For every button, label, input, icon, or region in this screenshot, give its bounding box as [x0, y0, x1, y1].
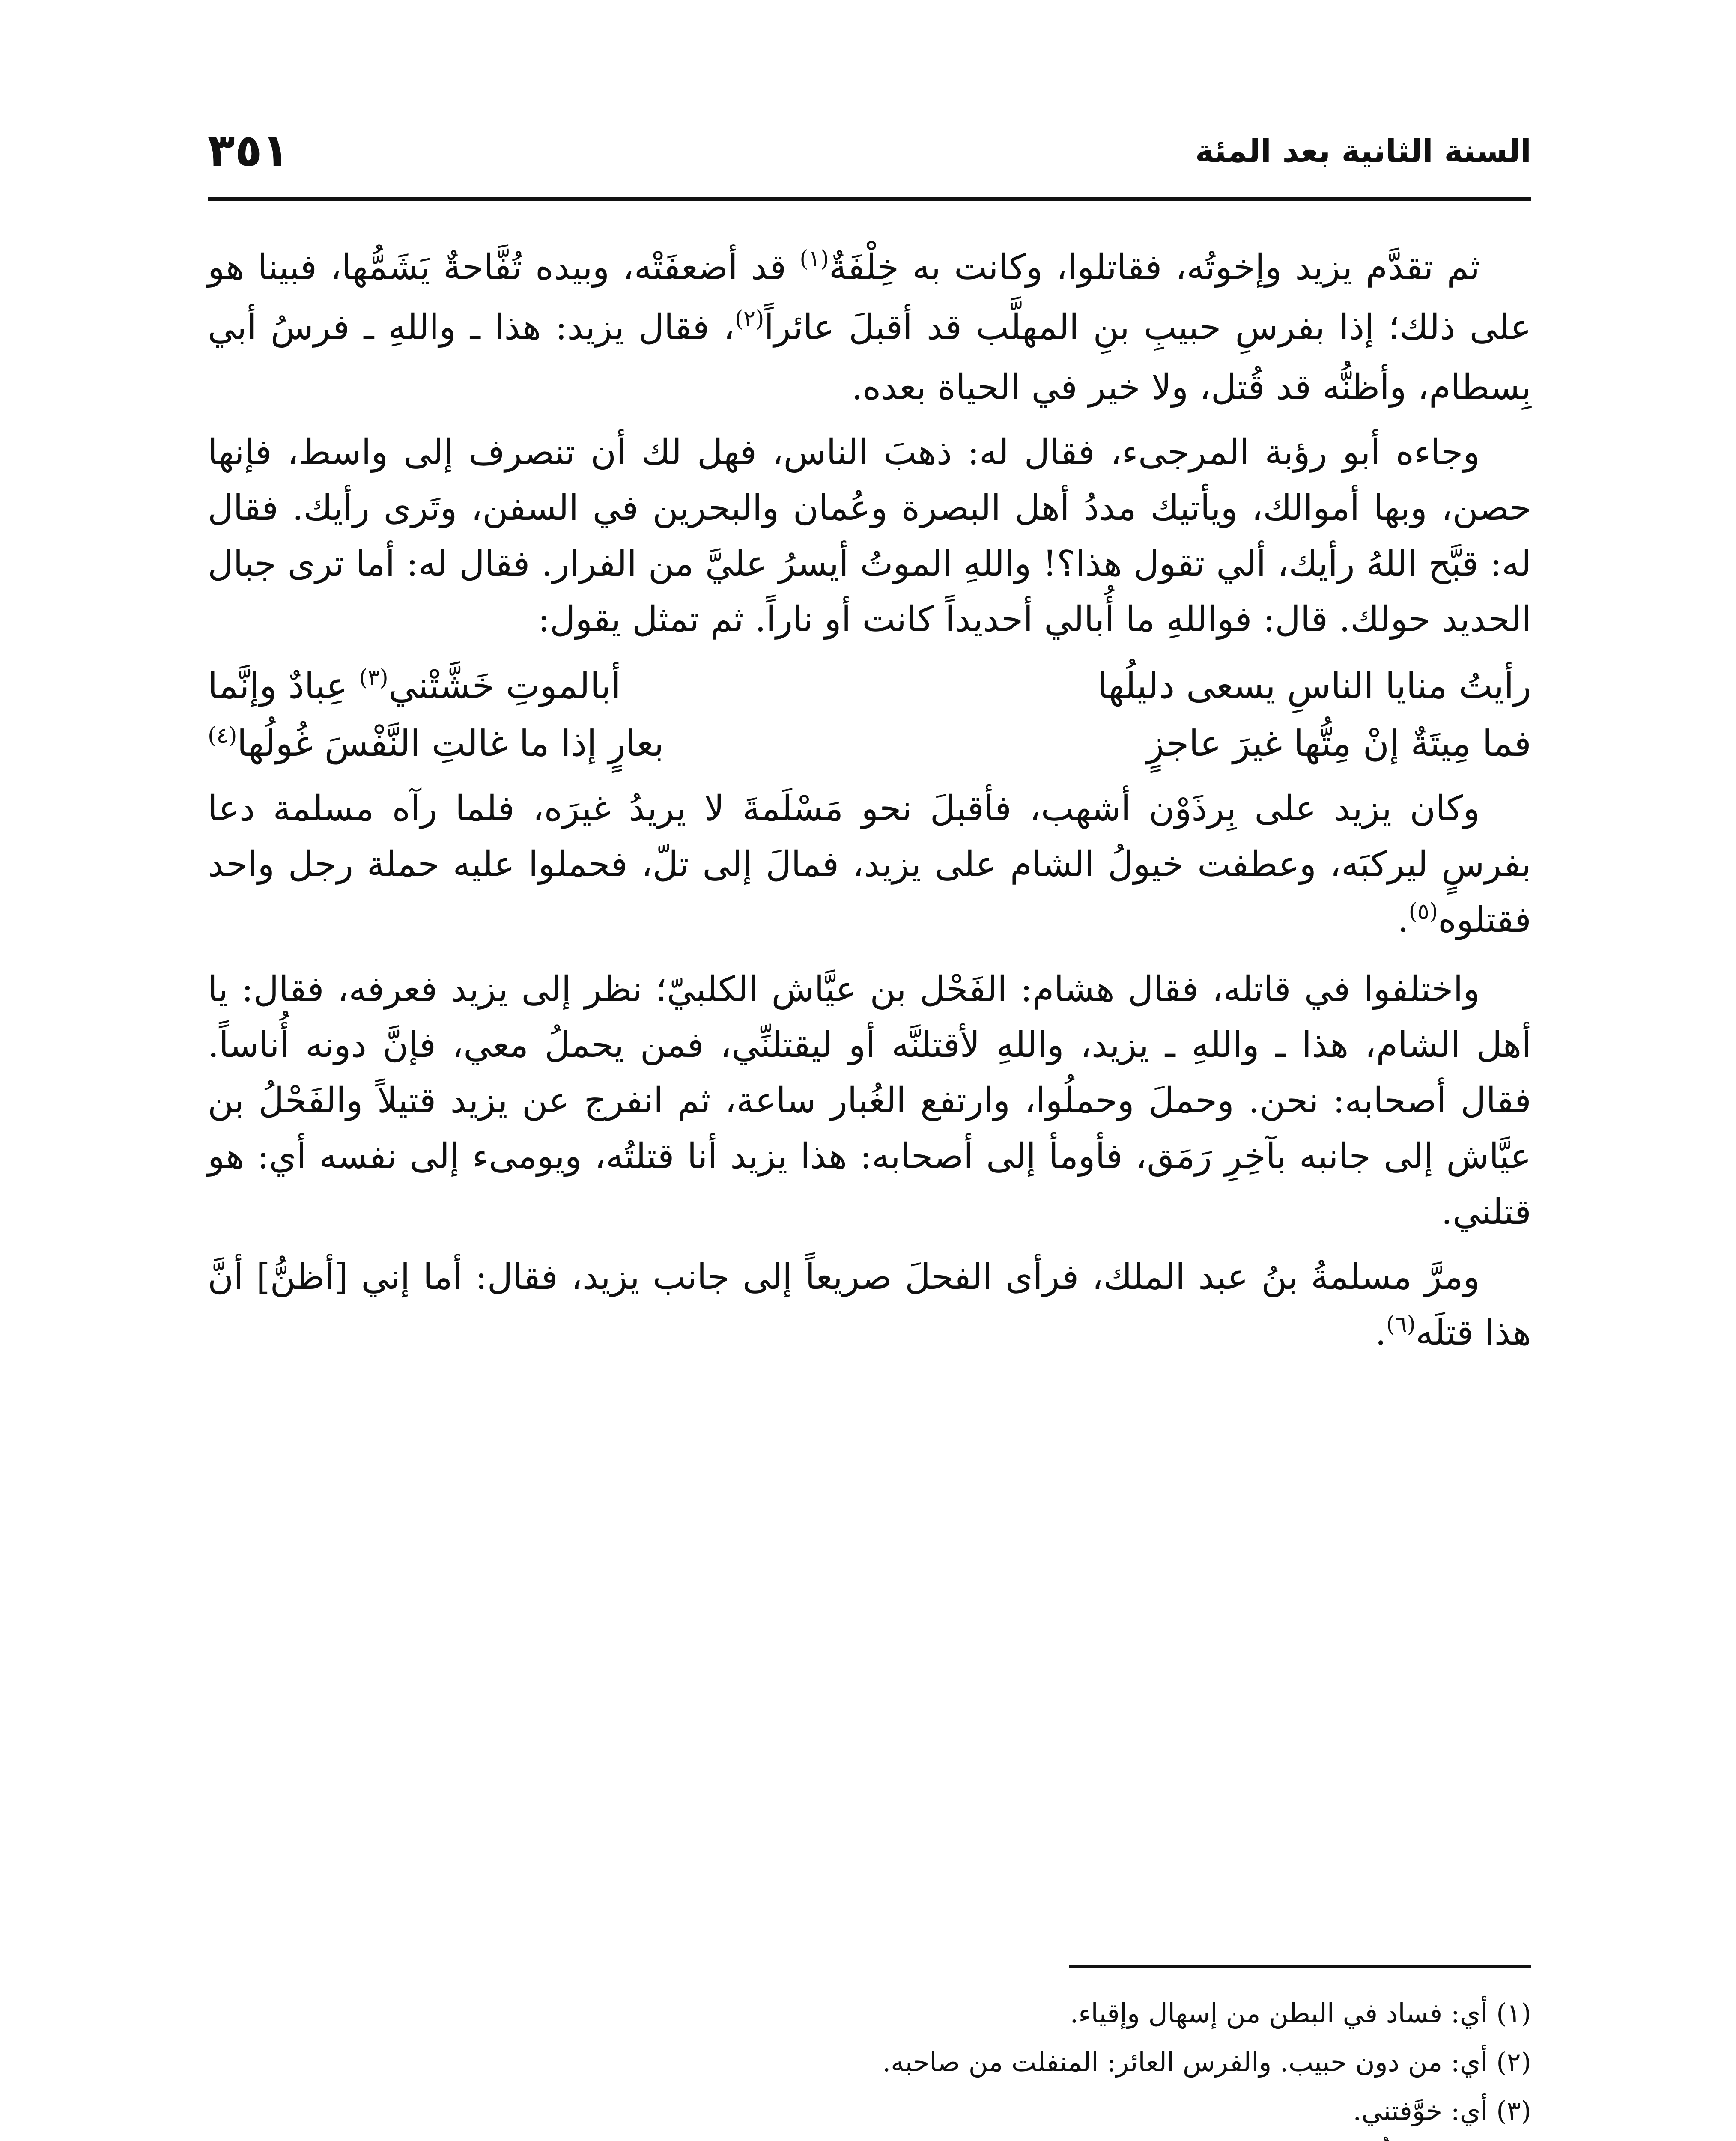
verse-line-1	[208, 657, 1531, 715]
footnote-4	[208, 2135, 1531, 2141]
verse-text: بعارٍ إذا ما غالتِ النَّفْسَ غُولُها	[237, 722, 664, 764]
verse-second-hemistich	[208, 715, 664, 778]
verse-second-hemistich	[208, 657, 621, 720]
footnote-ref-1: (١)	[799, 246, 829, 272]
verse-first-hemistich: فما مِيتَةٌ إنْ مِتُّها غيرَ عاجزٍ	[1147, 722, 1531, 764]
paragraph-text: .	[1397, 900, 1409, 940]
paragraph-text: قد أضعفَتْه، وبيده تُفَّاحةٌ يَشَمُّها، فبينا هو على ذلك؛ إذا بفرسِ حبيبِ بنِ المهلَّب قد أقبلَ عائراً	[208, 247, 1531, 348]
footnote-2: (٢) أي: من دون حبيب. والفرس العائر: المنفلت من صاحبه.	[882, 2046, 1531, 2078]
verse-text: أبالموتِ خَشَّتْني	[388, 665, 621, 707]
paragraph-text: .	[1375, 1312, 1387, 1353]
paragraph-4	[208, 962, 1531, 1240]
footnote-ref-3: (٣)	[359, 665, 388, 691]
paragraph-3	[208, 781, 1531, 952]
paragraph-2	[208, 425, 1531, 647]
footnote-separator	[1069, 1965, 1531, 1968]
main-text	[208, 240, 1531, 1375]
paragraph-text: ومرَّ مسلمةُ بنُ عبد الملك، فرأى الفحلَ صريعاً إلى جانب يزيد، فقال: أما إني [أظنُّ] أنَّ هذا قتلَه	[208, 1257, 1531, 1353]
footnote-ref-2: (٢)	[734, 306, 764, 332]
paragraph-1	[208, 240, 1531, 415]
paragraph-text: وكان يزيد على بِرذَوْن أشهب، فأقبلَ نحو مَسْلَمةَ لا يريدُ غيرَه، فلما رآه مسلمة دعا بفرسٍ ليركبَه، وعطفت خيولُ الشام على يزيد، فمالَ إلى تلّ، فحملوا عليه حملة رجل واحد فقتلوه	[208, 788, 1531, 940]
verse-text: عِبادٌ وإنَّما	[208, 665, 359, 707]
running-header	[208, 120, 1531, 184]
paragraph-text: واختلفوا في قاتله، فقال هشام: الفَحْل بن عيَّاش الكلبيّ؛ نظر إلى يزيد فعرفه، فقال: يا أهل الشام، هذا ـ واللهِ ـ يزيد، واللهِ لأقتلنَّه أو ليقتلنِّي، فمن يحملُ معي، فإنَّ دونه أُناساً. فقال أصحابه: نحن. وحملَ وحملُوا، وارتفع الغُبار ساعة، ثم انفرج عن يزيد قتيلاً والفَحْلُ بن عيَّاش إلى جانبه بآخِرِ رَمَق، فأومأ إلى أصحابه: هذا يزيد أنا قتلتُه، ويومىء إلى نفسه أي: هو قتلني.	[208, 969, 1531, 1232]
paragraph-text: ، فقال يزيد: هذا ـ واللهِ ـ فرسُ أبي بِسطام، وأظنُّه قد قُتل، ولا خير في الحياة بعده.	[208, 307, 1531, 408]
footnote-ref-5: (٥)	[1408, 899, 1438, 924]
header-rule	[208, 197, 1531, 201]
footnote-ref-6: (٦)	[1386, 1312, 1416, 1337]
chapter-title: السنة الثانية بعد المئة	[1195, 133, 1531, 170]
page-number: ٣٥١	[208, 124, 289, 176]
paragraph-5	[208, 1249, 1531, 1365]
footnote-1: (١) أي: فساد في البطن من إسهال وإقياء.	[1070, 1998, 1531, 2029]
verse-first-hemistich: رأيتُ منايا الناسِ يسعى دليلُها	[1097, 665, 1531, 707]
paragraph-text: وجاءه أبو رؤبة المرجىء، فقال له: ذهبَ الناس، فهل لك أن تنصرف إلى واسط، فإنها حصن، وبها أموالك، ويأتيك مددُ أهل البصرة وعُمان والبحرين في السفن، وتَرى رأيك. فقال له: قبَّح اللهُ رأيك، ألي تقول هذا؟! واللهِ الموتُ أيسرُ عليَّ من الفرار. فقال له: أما ترى جبال الحديد حولك. قال: فواللهِ ما أُبالي أحديداً كانت أو ناراً. ثم تمثل يقول:	[208, 432, 1532, 640]
verse-line-2	[208, 715, 1531, 772]
paragraph-text: ثم تقدَّم يزيد وإخوتُه، فقاتلوا، وكانت به خِلْفَةٌ	[829, 247, 1480, 288]
footnote-ref-4: (٤)	[208, 723, 237, 748]
footnotes	[208, 1989, 1531, 2141]
footnote-3: (٣) أي: خوَّفتني.	[1353, 2095, 1531, 2126]
